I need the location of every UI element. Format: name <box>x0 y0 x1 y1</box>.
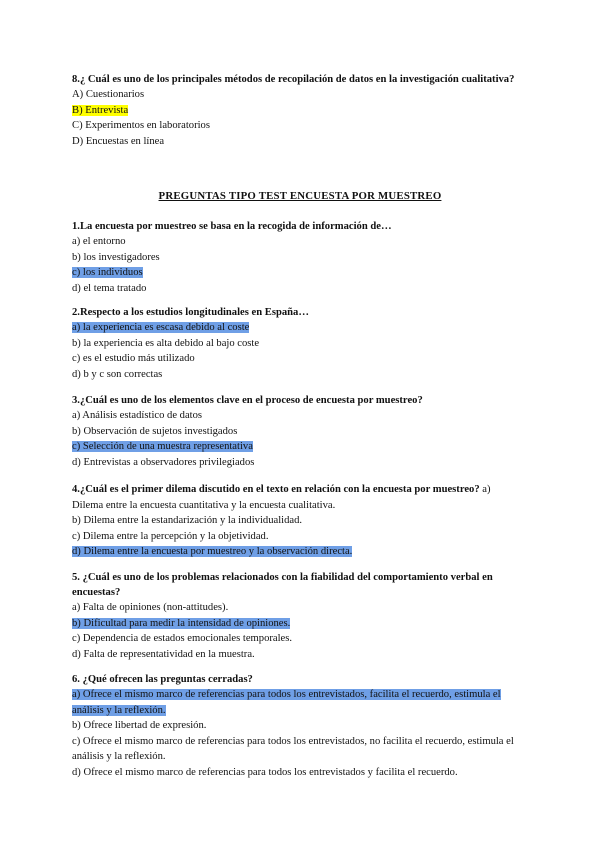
option-c: c) es el estudio más utilizado <box>72 353 195 364</box>
option-a: a) el entorno <box>72 236 126 247</box>
question-block <box>72 482 520 513</box>
question-text: 6. ¿Qué ofrecen las preguntas cerradas? <box>72 674 253 685</box>
option-b: b) Ofrece libertad de expresión. <box>72 720 207 731</box>
option-a: a) Análisis estadístico de datos <box>72 410 203 421</box>
question-3 <box>72 393 532 470</box>
highlighted-answer: c) los individuos <box>72 267 143 278</box>
question-1 <box>72 219 532 296</box>
option-b <box>72 103 532 119</box>
option-a: a) Falta de opiniones (non-attitudes). <box>72 602 229 613</box>
highlighted-answer: c) Selección de una muestra representativa <box>72 441 253 452</box>
question-text: 8.¿ Cuál es uno de los principales métodos de recopilación de datos en la investigación cualitativa? <box>72 74 515 85</box>
option-d: d) el tema tratado <box>72 282 147 294</box>
question-5 <box>72 570 532 662</box>
question-6 <box>72 672 532 780</box>
question-text: 4.¿Cuál es el primer dilema discutido en el texto en relación con la encuesta por muestreo? <box>72 484 480 495</box>
question-text: 3.¿Cuál es uno de los elementos clave en el proceso de encuesta por muestreo? <box>72 395 423 406</box>
option-c <box>72 439 532 455</box>
highlighted-answer: b) Dificultad para medir la intensidad de opiniones. <box>72 617 291 629</box>
highlighted-answer: B) Entrevista <box>72 104 129 116</box>
option-a <box>72 320 532 336</box>
question-2 <box>72 305 532 382</box>
option-d: D) Encuestas en línea <box>72 135 165 147</box>
option-d: d) Entrevistas a observadores privilegiados <box>72 456 255 468</box>
option-c <box>72 265 532 281</box>
option-c: C) Experimentos en laboratorios <box>72 120 210 131</box>
option-a: A) Cuestionarios <box>72 89 145 100</box>
highlighted-answer: a) la experiencia es escasa debido al coste <box>72 322 250 333</box>
highlighted-answer: d) Dilema entre la encuesta por muestreo y la observación directa. <box>72 546 353 557</box>
option-b: b) los investigadores <box>72 251 160 263</box>
question-text: 2.Respecto a los estudios longitudinales en España… <box>72 307 309 318</box>
option-a: a) Dilema entre la encuesta cuantitativa y la encuesta cualitativa. <box>72 484 491 511</box>
option-b <box>72 616 532 632</box>
option-c: c) Ofrece el mismo marco de referencias para todos los entrevistados, no facilita el recuerdo, estimula el análisis y la reflexión. <box>72 735 514 762</box>
option-b: b) Dilema entre la estandarización y la individualidad. <box>72 515 303 526</box>
question-4 <box>72 482 520 560</box>
option-a <box>72 687 532 718</box>
option-b: b) Observación de sujetos investigados <box>72 425 238 437</box>
option-d <box>72 544 520 560</box>
question-8 <box>72 72 532 149</box>
option-b: b) la experiencia es alta debido al bajo coste <box>72 337 260 349</box>
option-c: c) Dependencia de estados emocionales temporales. <box>72 633 293 644</box>
question-text: 1.La encuesta por muestreo se basa en la recogida de información de… <box>72 221 392 232</box>
option-d: d) Falta de representatividad en la muestra. <box>72 648 255 660</box>
option-c: c) Dilema entre la percepción y la objetividad. <box>72 530 269 542</box>
question-text: 5. ¿Cuál es uno de los problemas relacionados con la fiabilidad del comportamiento verbal en encuestas? <box>72 572 493 598</box>
option-d: d) b y c son correctas <box>72 368 163 380</box>
section-title: PREGUNTAS TIPO TEST ENCUESTA POR MUESTREO <box>158 190 442 202</box>
option-d: d) Ofrece el mismo marco de referencias para todos los entrevistados y facilita el recuerdo. <box>72 766 458 778</box>
highlighted-answer: a) Ofrece el mismo marco de referencias para todos los entrevistados, facilita el recuerdo, estimula el análisis y la reflexión. <box>72 689 501 716</box>
